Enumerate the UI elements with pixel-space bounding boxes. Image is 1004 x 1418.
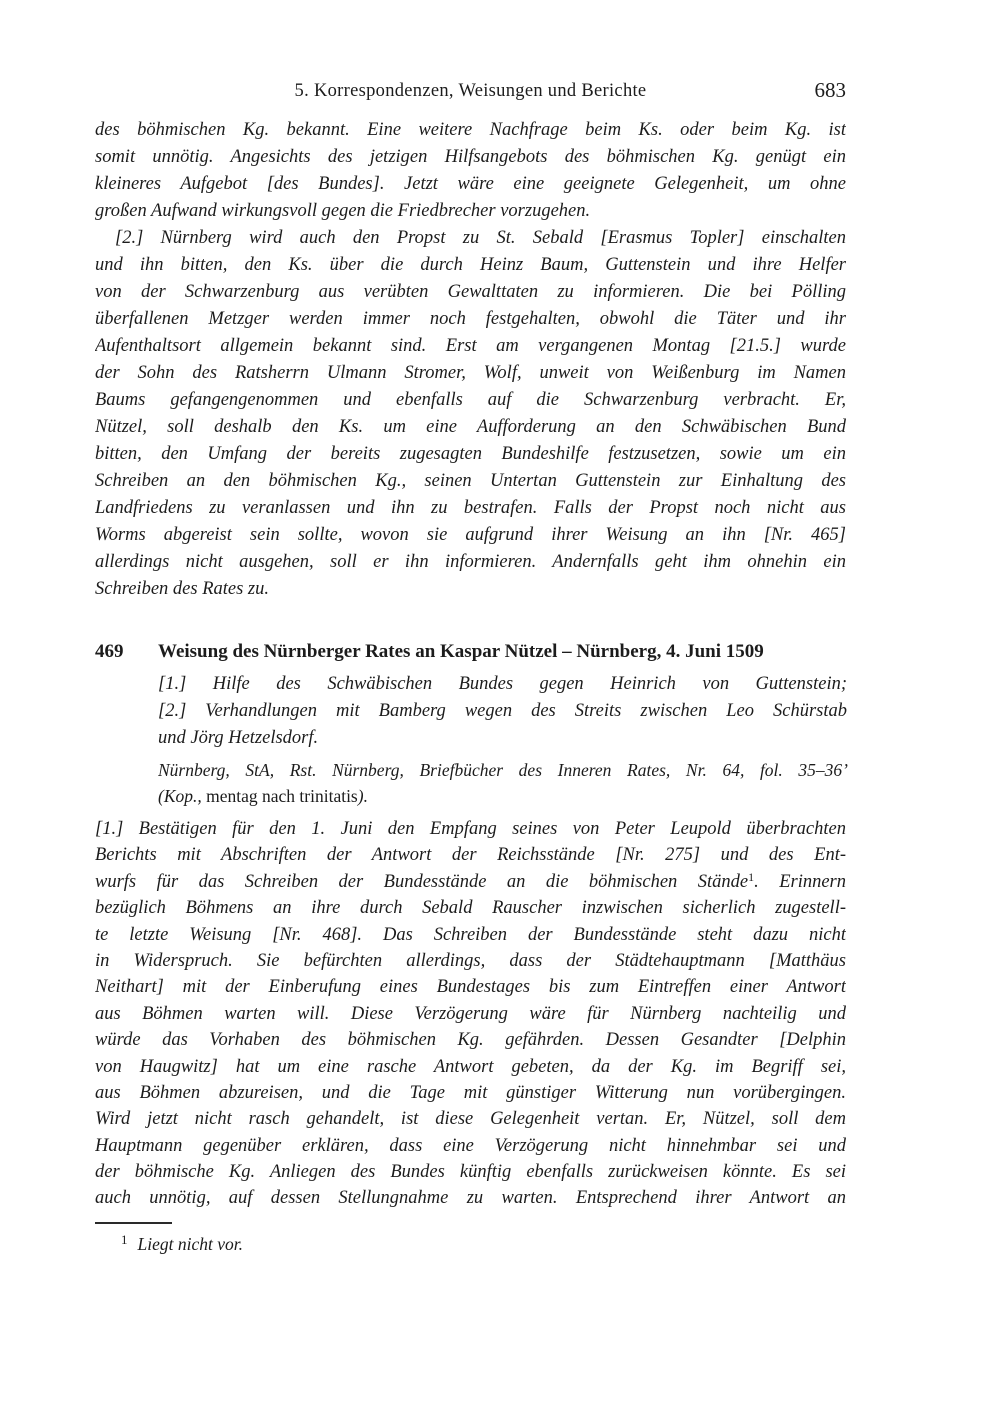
footnote-rule [95,1222,172,1224]
source-citation [158,757,848,809]
footnote-text: Liegt nicht vor. [137,1234,243,1254]
text-line: Wird jetzt nicht rasch gehandelt, ist diese Gelegenheit vertan. Er, Nützel, soll dem [95,1109,846,1130]
text-line: Landfriedens zu veranlassen und ihn zu bestrafen. Falls der Propst noch nicht aus [95,498,846,518]
text-line [95,869,846,895]
text-line: Schreiben des Rates zu. [95,579,269,599]
regest-line: [2.] Verhandlungen mit Bamberg wegen des Streits zwischen Leo Schürstab [158,701,847,721]
source-copy-note: (Kop., [158,786,202,806]
regest-line: und Jörg Hetzelsdorf. [158,728,319,748]
text-segment: wurfs für das Schreiben der Bundesstände an die böhmischen Stände [95,871,749,892]
footnote [95,1228,846,1256]
text-line: der Sohn des Ratsherrn Ulmann Stromer, Wolf, unweit von Weißenburg im Namen [95,363,846,383]
entry-number: 469 [95,641,124,662]
text-line: und ihn bitten, den Ks. über die durch Heinz Baum, Guttenstein und ihre Helfer [95,255,846,275]
text-line: bezüglich Böhmens an ihre durch Sebald Rauscher inzwischen sicherlich zugestell- [95,898,846,919]
text-line: aus Böhmen abzureisen, und die Tage mit günstiger Witterung nun vorübergingen. [95,1082,846,1103]
continuation-paragraph-2 [95,225,846,603]
text-line: [2.] Nürnberg wird auch den Propst zu St. Sebald [Erasmus Topler] einschalten [115,228,846,248]
text-line: Schreiben an den böhmischen Kg., seinen Untertan Guttenstein zur Einhaltung des [95,471,846,491]
text-line: Nützel, soll deshalb den Ks. um eine Aufforderung an den Schwäbischen Bund [95,417,846,437]
source-close-paren: ). [357,786,368,806]
text-line: aus Böhmen warten will. Diese Verzögerung wäre für Nürnberg nachteilig und [95,1003,846,1024]
entry-body [95,816,846,1212]
text-line: der böhmische Kg. Anliegen des Bundes künftig ebenfalls zurückweisen könnte. Es sei [95,1162,846,1183]
text-line: Worms abgereist sein sollte, wovon sie aufgrund ihrer Weisung an ihn [Nr. 465] [95,525,846,545]
text-segment: . Erinnern [754,871,846,892]
text-line: Berichts mit Abschriften der Antwort der Reichsstände [Nr. 275] und des Ent- [95,845,846,866]
text-line: des böhmischen Kg. bekannt. Eine weitere Nachfrage beim Ks. oder beim Kg. ist [95,120,846,140]
continuation-paragraph-1 [95,117,846,225]
text-line: großen Aufwand wirkungsvoll gegen die Friedbrecher vorzugehen. [95,201,591,221]
text-line: Hauptmann gegenüber erklären, dass eine Verzögerung nicht hinnehmbar sei und [95,1135,846,1156]
entry-regest [158,671,847,752]
text-line: in Widerspruch. Sie befürchten allerdings, dass der Städtehauptmann [Matthäus [95,950,846,971]
running-header-title: 5. Korrespondenzen, Weisungen und Berichte [294,81,647,101]
regest-line: [1.] Hilfe des Schwäbischen Bundes gegen Heinrich von Guttenstein; [158,674,847,694]
footnote-marker: 1 [121,1232,128,1247]
text-line: te letzte Weisung [Nr. 468]. Das Schreiben der Bundesstände steht dazu nicht [95,924,846,945]
text-line: [1.] Bestätigen für den 1. Juni den Empfang seines von Peter Leupold überbrachten [95,819,846,839]
text-line: kleineres Aufgebot [des Bundes]. Jetzt wäre eine geeignete Gelegenheit, um ohne [95,174,846,194]
text-line: Aufenthaltsort allgemein bekannt sind. Erst am vergangenen Montag [21.5.] wurde [95,336,846,356]
text-line: somit unnötig. Angesichts des jetzigen Hilfsangebots des böhmischen Kg. genügt ein [95,147,846,167]
page-number: 683 [814,78,846,102]
entry-heading [95,639,846,664]
source-date-original: mentag nach trinitatis [201,786,358,806]
text-line: bitten, den Umfang der bereits zugesagten Bundeshilfe festzusetzen, sowie um ein [95,444,846,464]
source-line [158,783,848,809]
text-line: auch unnötig, auf dessen Stellungnahme zu warten. Entsprechend ihrer Antwort an [95,1188,846,1209]
text-line: von der Schwarzenburg aus verübten Gewalttaten zu informieren. Die bei Pölling [95,282,846,302]
entry-title: Weisung des Nürnberger Rates an Kaspar Nützel – Nürnberg, 4. Juni 1509 [158,641,764,662]
text-line: allerdings nicht ausgehen, soll er ihn informieren. Andernfalls geht ihm ohnehin ein [95,552,846,572]
source-line: Nürnberg, StA, Rst. Nürnberg, Briefbücher des Inneren Rates, Nr. 64, fol. 35–36’ [158,760,848,780]
text-line: Baums gefangengenommen und ebenfalls auf die Schwarzenburg verbracht. Er, [95,390,846,410]
text-line: überfallenen Metzger werden immer noch festgehalten, obwohl die Täter und ihr [95,309,846,329]
footnote-reference-1: 1 [748,869,755,884]
text-line: würde das Vorhaben des böhmischen Kg. gefährden. Dessen Gesandter [Delphin [95,1030,846,1051]
text-line: von Haugwitz] hat um eine rasche Antwort gebeten, da der Kg. im Begriff sei, [95,1056,846,1077]
text-line: Neithart] mit der Einberufung eines Bundestages bis zum Eintreffen einer Antwort [95,977,846,998]
